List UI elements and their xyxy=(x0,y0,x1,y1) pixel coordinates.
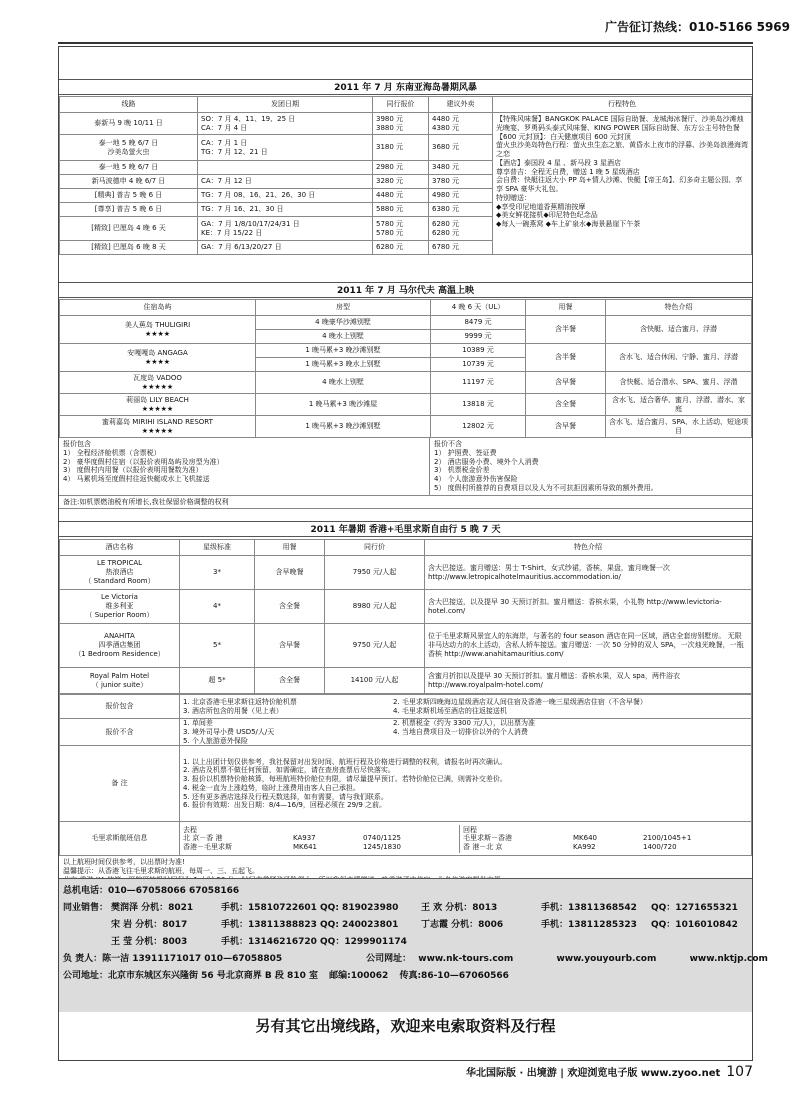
room-type: 4 晚水上别墅 xyxy=(256,330,431,344)
net-price-cell xyxy=(373,217,429,241)
table-row xyxy=(60,113,752,135)
column-header: 发团日期 xyxy=(198,97,373,113)
flight-field: 毛里求斯－香港 xyxy=(463,834,512,843)
sec2-table-wrap xyxy=(59,299,752,509)
exclude-item: 4） 个人旅游意外伤害保险 xyxy=(434,475,518,483)
flight-field: 香 港－北 京 xyxy=(463,843,503,852)
flight-field: KA937 xyxy=(293,834,316,843)
page-number: 107 xyxy=(726,1064,753,1080)
exclude-item: 3. 境外司导小费 USD5/人/天 xyxy=(183,727,275,736)
island-cell xyxy=(60,372,256,394)
flight-row xyxy=(183,834,456,843)
slogan: 另有其它出境线路，欢迎来电索取资料及行程 xyxy=(255,1017,556,1035)
room-type: 4 晚水上别墅 xyxy=(256,372,431,394)
package-price: 13818 元 xyxy=(431,394,526,416)
sales-field: 手机：15810722601 QQ: 819023980 xyxy=(221,903,399,913)
sec3-includes-label: 报价包含 xyxy=(60,695,180,719)
exclude-item: 2. 机票税金（约为 3300 元/人），以出票为准 xyxy=(393,719,536,727)
table-row xyxy=(60,372,752,394)
dates-cell xyxy=(198,161,373,175)
star-rating: ★★★★★ xyxy=(141,426,174,435)
sales-field: 樊润泽 分机：8021 xyxy=(111,903,194,913)
remark-line: 6. 报价有效期：出发日期：8/4—16/9，回程必须在 29/9 之前。 xyxy=(183,801,387,810)
island-cell xyxy=(60,344,256,372)
meal-plan: 含全餐 xyxy=(526,394,606,416)
star-standard: 4* xyxy=(180,590,255,624)
island-cell xyxy=(60,416,256,438)
hotel-feature: 含蜜月折扣以及提早 30 天预订折扣。蜜月赠送：香槟水果，双人 spa，两件浴衣 http://www.royalpalm-hotel.com/ xyxy=(425,668,752,694)
route-cell: [尊享] 普吉 5 晚 6 日 xyxy=(60,203,198,217)
flight-field: 1245/1830 xyxy=(363,843,401,852)
sales-field: QQ：1271655321 xyxy=(651,903,738,913)
table-row xyxy=(60,344,752,358)
retail-price: 3780 元 xyxy=(432,177,460,186)
package-price: 12802 元 xyxy=(431,416,526,438)
sec2-terms xyxy=(59,438,752,496)
fax: 传真:86-10—67060566 xyxy=(399,971,509,981)
retail-price: 3480 元 xyxy=(432,163,460,172)
hotel-name: LE TROPICAL 热浪酒店 （ Standard Room） xyxy=(60,556,180,590)
net-price: 5780 元 xyxy=(376,228,404,237)
flight-row xyxy=(183,843,456,852)
ad-hotline: 广告征订热线：010-5166 5969 xyxy=(604,20,790,34)
table-row xyxy=(60,624,752,668)
retail-price: 4980 元 xyxy=(432,191,460,200)
flight-row xyxy=(463,843,748,852)
zip: 邮编:100062 xyxy=(329,971,389,981)
meal-plan: 含早餐 xyxy=(526,372,606,394)
retail-price: 6380 元 xyxy=(432,205,460,214)
date-line: KE：7 月 15/22 日 xyxy=(201,228,263,237)
sec2-excludes xyxy=(430,438,752,495)
table-row xyxy=(60,316,752,330)
table-row xyxy=(60,668,752,694)
retail-price-cell xyxy=(429,175,493,189)
sec2-note: 备注:如机票燃油税有所增长,我社保留价格调整的权利 xyxy=(59,496,752,510)
dates-cell xyxy=(198,217,373,241)
flight-field: KA992 xyxy=(573,843,596,852)
net-price: 3280 元 xyxy=(376,177,404,186)
exclude-item: 2） 酒店服务小费、境外个人消费 xyxy=(434,457,539,466)
date-line: TG：7 月 16、21、30 日 xyxy=(201,205,284,214)
net-price-cell xyxy=(373,241,429,255)
flight-field: 0740/1125 xyxy=(363,834,401,843)
net-price-cell xyxy=(373,135,429,161)
column-header: 行程特色 xyxy=(493,97,752,113)
manager-row xyxy=(63,951,768,968)
route-cell: 新马波德申 4 晚 6/7 日 xyxy=(60,175,198,189)
meal-plan: 含全餐 xyxy=(255,590,325,624)
net-price-cell xyxy=(373,113,429,135)
remark-line: 3. 报价以机票特价舱核算，每班航班特价舱位有限，请尽量提早预订。若特价舱位已满，则需补交差价。 xyxy=(183,775,507,783)
flight-field: MK641 xyxy=(293,843,317,852)
star-rating: ★★★★★ xyxy=(141,404,174,413)
include-item: 2） 豪华度假村住宿（以报价表明岛屿及房型为准） xyxy=(63,457,224,466)
remark-line: 1. 以上出团计划仅供参考，我社保留对出发时间、航班行程及价格进行调整的权利，请报名时再次确认。 xyxy=(183,757,507,766)
hq-phone: 总机电话：010—67058066 67058166 xyxy=(63,886,240,896)
route-cell: [精致] 巴厘岛 6 晚 8 天 xyxy=(60,241,198,255)
dates-cell xyxy=(198,189,373,203)
island-name: 瓦度岛 VADOO xyxy=(133,373,182,382)
dates-cell xyxy=(198,113,373,135)
hotel-feature: 位于毛里求斯风景宜人的东海岸，与著名的 four season 酒店在同一区域，酒店全套房别墅房。 无限非马达动力的水上活动，含私人轿车接送。蜜月赠送：一次 50 分钟的双人 SPA，一次烛光晚餐，一瓶香槟 http://www.anahitamauritius.com/ xyxy=(425,624,752,668)
sec3-flights-label: 毛里求斯航班信息 xyxy=(60,822,180,856)
peer-price: 7950 元/人起 xyxy=(325,556,425,590)
star-standard: 3* xyxy=(180,556,255,590)
route-cell: 泰一地 5 晚 6/7 日 xyxy=(60,161,198,175)
sales-row xyxy=(63,900,748,917)
features-cell xyxy=(493,113,752,255)
include-item: 1. 北京香港毛里求斯往返特价舱机票 xyxy=(183,697,297,706)
net-price: 3180 元 xyxy=(376,143,404,152)
outbound-flights xyxy=(180,825,460,853)
hotel-feature: 含大巴接送。蜜月赠送：男士 T-Shirt，女式纱裙，香槟，果盘，蜜月晚餐一次 http://www.letropicalhotelmauritius.accommodation.io/ xyxy=(425,556,752,590)
return-title: 回程 xyxy=(463,825,477,834)
column-header: 房型 xyxy=(256,300,431,316)
route-cell: [精典] 普吉 5 晚 6 日 xyxy=(60,189,198,203)
sales-field: 手机：13811388823 QQ: 240023801 xyxy=(221,920,399,930)
room-type: 4 晚豪华沙滩别墅 xyxy=(256,316,431,330)
sec1-table-wrap xyxy=(59,96,752,255)
retail-price: 6280 元 xyxy=(432,228,460,237)
retail-price: 4480 元 xyxy=(432,114,460,123)
resort-feature: 含快艇、适合潜水、SPA、蜜月、浮潜 xyxy=(606,372,752,394)
sales-row xyxy=(63,917,748,934)
island-name: 安嘎嘎岛 ANGAGA xyxy=(127,348,188,357)
net-price: 2980 元 xyxy=(376,163,404,172)
room-type: 1 晚马累+3 晚水上别墅 xyxy=(256,358,431,372)
address-row xyxy=(63,968,748,985)
peer-price: 9750 元/人起 xyxy=(325,624,425,668)
room-type: 1 晚马累+3 晚沙滩屋 xyxy=(256,394,431,416)
package-price: 8479 元 xyxy=(431,316,526,330)
column-header: 建议外卖 xyxy=(429,97,493,113)
room-type: 1 晚马累+3 晚沙滩别墅 xyxy=(256,344,431,358)
sec2-includes xyxy=(59,438,430,495)
retail-price-cell xyxy=(429,113,493,135)
retail-price-cell xyxy=(429,241,493,255)
return-flights xyxy=(460,825,751,853)
feature-line: 会自费：快艇往返大小 PP 岛+情人沙滩、快艇【帝王岛】、幻多奇主题公园、享享 SPA 豪华大礼包。 xyxy=(496,176,743,193)
route-cell: [精致] 巴厘岛 4 晚 6 天 xyxy=(60,217,198,241)
hotel-feature: 含大巴接送，以及提早 30 天预订折扣。蜜月赠送：香槟水果，小礼物 http://www.levictoria-hotel.com/ xyxy=(425,590,752,624)
sales-field: 手机：13146216720 QQ：1299901174 xyxy=(221,937,407,947)
net-price: 5880 元 xyxy=(376,205,404,214)
hotel-name: ANAHITA 四季酒店集团 （1 Bedroom Residence） xyxy=(60,624,180,668)
sec2-includes-title: 报价包含 xyxy=(63,440,91,448)
sec2-title: 2011 年 7 月 马尔代夫 高温上映 xyxy=(59,282,752,298)
dates-cell xyxy=(198,203,373,217)
resort-feature: 含水飞、适合休闲、宁静、蜜月、浮潜 xyxy=(606,344,752,372)
date-line: TG：7 月 08、16、21、26、30 日 xyxy=(201,191,316,200)
star-standard: 超 5* xyxy=(180,668,255,694)
column-header: 同行价 xyxy=(325,540,425,556)
meal-plan: 含早晚餐 xyxy=(255,556,325,590)
remark-line: 2. 酒店及机票不做任何预留，如需确定，请在查房查票后尽快落实。 xyxy=(183,766,395,775)
island-name: 蜜莉嘉岛 MIRIHI ISLAND RESORT xyxy=(102,417,213,426)
sec2-table xyxy=(59,299,752,438)
date-line: SO：7 月 4、11、19、25 日 xyxy=(201,114,296,123)
contact-block xyxy=(59,878,768,1012)
feature-line: 【600 元封顶】：白天健康项目 600 元封顶 xyxy=(496,132,631,141)
route-cell: 泰一地 5 晚 6/7 日 沙美岛萤火虫 xyxy=(60,135,198,161)
resort-feature: 含水飞、适合奢华、蜜月、浮潜、潜水、家庭 xyxy=(606,394,752,416)
remark-line: 4. 税金一直为上涨趋势，临时上涨费用由客人自己承担。 xyxy=(183,783,360,792)
column-header: 酒店名称 xyxy=(60,540,180,556)
flight-field: 1400/720 xyxy=(643,843,677,852)
sec3-title: 2011 年暑期 香港+毛里求斯自由行 5 晚 7 天 xyxy=(59,521,752,537)
sales-field: QQ：1016010842 xyxy=(651,920,738,930)
column-header: 特色介绍 xyxy=(425,540,752,556)
retail-price-cell xyxy=(429,135,493,161)
retail-price: 4380 元 xyxy=(432,123,460,132)
net-price: 6280 元 xyxy=(376,243,404,252)
flight-field: MK640 xyxy=(573,834,597,843)
retail-price: 3680 元 xyxy=(432,143,460,152)
net-price-cell xyxy=(373,189,429,203)
peer-price: 8980 元/人起 xyxy=(325,590,425,624)
retail-price-cell xyxy=(429,217,493,241)
site-1[interactable]: www.nk-tours.com xyxy=(418,954,514,964)
retail-price-cell xyxy=(429,203,493,217)
sec3-includes xyxy=(180,695,752,719)
sales-field: 丁志霞 分机：8006 xyxy=(421,920,504,930)
net-price: 4480 元 xyxy=(376,191,404,200)
column-header: 同行报价 xyxy=(373,97,429,113)
net-price-cell xyxy=(373,161,429,175)
sales-label: 同业销售： xyxy=(63,903,109,913)
column-header: 用餐 xyxy=(255,540,325,556)
date-line: CA：7 月 1 日 xyxy=(201,138,248,147)
footnote-line: 以上航班时间仅供参考，以出票时为准! xyxy=(63,858,185,867)
sec2-excludes-title: 报价不含 xyxy=(434,440,462,448)
exclude-item: 3） 机票税金价差 xyxy=(434,466,490,475)
net-price: 3980 元 xyxy=(376,114,404,123)
meal-plan: 含全餐 xyxy=(255,668,325,694)
footnote-line: 温馨提示：从香港飞往毛里求斯的航班，每周一、三、五起飞。 xyxy=(63,867,259,875)
meal-plan: 含半餐 xyxy=(526,344,606,372)
retail-price: 6780 元 xyxy=(432,243,460,252)
dates-cell xyxy=(198,175,373,189)
sec1-table xyxy=(59,96,752,255)
date-line: GA：7 月 1/8/10/17/24/31 日 xyxy=(201,219,300,228)
sales-field: 王 莹 分机：8003 xyxy=(111,937,188,947)
include-item: 3. 酒店所包含的用餐（见上表） xyxy=(183,706,283,715)
column-header: 4 晚 6 天（UL） xyxy=(431,300,526,316)
sales-row xyxy=(63,934,748,951)
star-standard: 5* xyxy=(180,624,255,668)
table-row xyxy=(60,556,752,590)
package-price: 9999 元 xyxy=(431,330,526,344)
hotel-name: Le Victoria 维多利亚 （ Superior Room） xyxy=(60,590,180,624)
package-price: 10739 元 xyxy=(431,358,526,372)
meal-plan: 含早餐 xyxy=(255,624,325,668)
dates-cell xyxy=(198,241,373,255)
feature-line: ◆美女鲜花接机◆印尼特色纪念品 xyxy=(496,211,598,220)
hotel-name: Royal Palm Hotel （ junior suite） xyxy=(60,668,180,694)
resort-feature: 含水飞、适合蜜月、SPA、水上活动、短途项目 xyxy=(606,416,752,438)
sales-field: 手机：13811285323 xyxy=(541,920,637,930)
sales-field: 宋 岩 分机：8017 xyxy=(111,920,188,930)
route-cell: 泰新马 9 晚 10/11 日 xyxy=(60,113,198,135)
resort-feature: 含快艇、适合蜜月、浮潜 xyxy=(606,316,752,344)
exclude-item: 5. 个人旅游意外保险 xyxy=(183,736,248,745)
table-row xyxy=(60,416,752,438)
feature-line: 特别赠送： xyxy=(496,193,531,202)
star-rating: ★★★★ xyxy=(144,357,171,366)
star-rating: ★★★★★ xyxy=(141,382,174,391)
net-price: 3880 元 xyxy=(376,123,404,132)
date-line: TG：7 月 12、21 日 xyxy=(201,147,268,156)
retail-price-cell xyxy=(429,161,493,175)
meal-plan: 含半餐 xyxy=(526,316,606,344)
feature-line: ◆每人一碗燕窝 ◆车上矿泉水◆海景悬崖下午茶 xyxy=(496,220,641,228)
island-cell xyxy=(60,394,256,416)
outbound-title: 去程 xyxy=(183,825,197,834)
date-line: CA：7 月 4 日 xyxy=(201,123,248,132)
feature-line: 萤火虫沙美岛特色行程：萤火虫生态之旅、黄昏水上夜市的浮暮、沙美岛浪漫海湾之恋 xyxy=(496,141,748,158)
include-item: 3） 度假村内用餐（以报价表明用餐数为准） xyxy=(63,466,203,475)
sec3-table-wrap xyxy=(59,539,752,887)
page-footer xyxy=(440,1064,753,1082)
flight-row xyxy=(463,834,748,843)
site-3[interactable]: www.nktjp.com xyxy=(689,954,768,964)
site-label: 公司网址： xyxy=(366,954,412,964)
exclude-item: 5） 度假村所推荐的自费项目以及人为不可抗拒因素所导致的额外费用。 xyxy=(434,483,658,492)
column-header: 住宿岛屿 xyxy=(60,300,256,316)
package-price: 10389 元 xyxy=(431,344,526,358)
exclude-item: 1. 单间差 xyxy=(183,719,213,727)
address: 公司地址：北京市东城区东兴隆街 56 号北京商界 B 段 810 室 xyxy=(63,971,318,981)
date-line: CA：7 月 12 日 xyxy=(201,177,252,186)
dates-cell xyxy=(198,135,373,161)
sec3-remarks-label: 备 注 xyxy=(60,746,180,822)
room-type: 1 晚马累+3 晚沙滩别墅 xyxy=(256,416,431,438)
date-line: GA：7 月 6/13/20/27 日 xyxy=(201,243,282,252)
exclude-item: 1） 护照费、签证费 xyxy=(434,448,497,457)
flight-field: 香港－毛里求斯 xyxy=(183,843,232,852)
column-header: 星级标准 xyxy=(180,540,255,556)
net-price-cell xyxy=(373,203,429,217)
island-name: 莉丽岛 LILY BEACH xyxy=(126,395,189,404)
flight-field: 2100/1045+1 xyxy=(643,834,692,843)
sec3-terms-table xyxy=(59,694,752,856)
feature-line: ◆享受印尼地道香蕉精油按摩 xyxy=(496,202,586,211)
feature-line: 尊享普吉：全程无自费，赠送 1 晚 5 星级酒店 xyxy=(496,167,640,176)
include-item: 4） 马累机场至度假村往返快艇或水上飞机接送 xyxy=(63,475,210,483)
island-cell xyxy=(60,316,256,344)
table-row xyxy=(60,590,752,624)
package-price: 11197 元 xyxy=(431,372,526,394)
include-item: 4. 毛里求斯机场至酒店的往返接送机 xyxy=(393,706,507,715)
island-name: 美人蕉岛 THULIGIRI xyxy=(124,320,191,329)
column-header: 用餐 xyxy=(526,300,606,316)
net-price-cell xyxy=(373,175,429,189)
meal-plan: 含早餐 xyxy=(526,416,606,438)
manager: 负 责人：陈一洁 13911171017 010—67058805 xyxy=(63,954,283,964)
sec3-flights xyxy=(180,822,752,856)
top-rule xyxy=(58,42,753,44)
table-row xyxy=(60,394,752,416)
sec3-excludes-label: 报价不含 xyxy=(60,719,180,746)
remark-line: 5. 还有更多酒店选择及行程天数选择，如有需要，请与我们联系。 xyxy=(183,792,388,801)
sales-field: 手机：13811368542 xyxy=(541,903,637,913)
sec3-table xyxy=(59,539,752,694)
flight-field: 北 京－香 港 xyxy=(183,834,223,843)
column-header: 特色介绍 xyxy=(606,300,752,316)
column-header: 线路 xyxy=(60,97,198,113)
feature-line: 【酒店】泰国段 4 星 、新马段 3 星酒店 xyxy=(496,158,622,167)
sec3-remarks xyxy=(180,746,752,822)
peer-price: 14100 元/人起 xyxy=(325,668,425,694)
site-2[interactable]: www.youyourb.com xyxy=(556,954,657,964)
star-rating: ★★★★ xyxy=(144,329,171,338)
retail-price: 6280 元 xyxy=(432,219,460,228)
include-item: 1） 全程经济舱机票（含票税） xyxy=(63,448,161,457)
include-item: 2. 毛里求斯四晚海边星级酒店双人间住宿及香港一晚三星级酒店住宿（不含早餐） xyxy=(393,697,647,706)
footer-text: 华北国际版 · 出境游 | 欢迎浏览电子版 www.zyoo.net xyxy=(465,1068,721,1079)
sec3-excludes xyxy=(180,719,752,746)
net-price: 5780 元 xyxy=(376,219,404,228)
sec1-title: 2011 年 7 月 东南亚海岛暑期风暴 xyxy=(59,79,752,95)
exclude-item: 4. 当地自费项目及一切排价以外的个人消费 xyxy=(393,727,528,736)
feature-line: 【特殊风味餐】BANGKOK PALACE 国际自助餐、龙城海冰餐厅、沙美岛沙滩烛光晚宴、罗勇码头泰式风味餐、KING POWER 国际自助餐、东方公主号特色餐 xyxy=(496,115,744,132)
sales-field: 王 欢 分机：8013 xyxy=(421,903,498,913)
retail-price-cell xyxy=(429,189,493,203)
page-frame xyxy=(58,46,768,1061)
